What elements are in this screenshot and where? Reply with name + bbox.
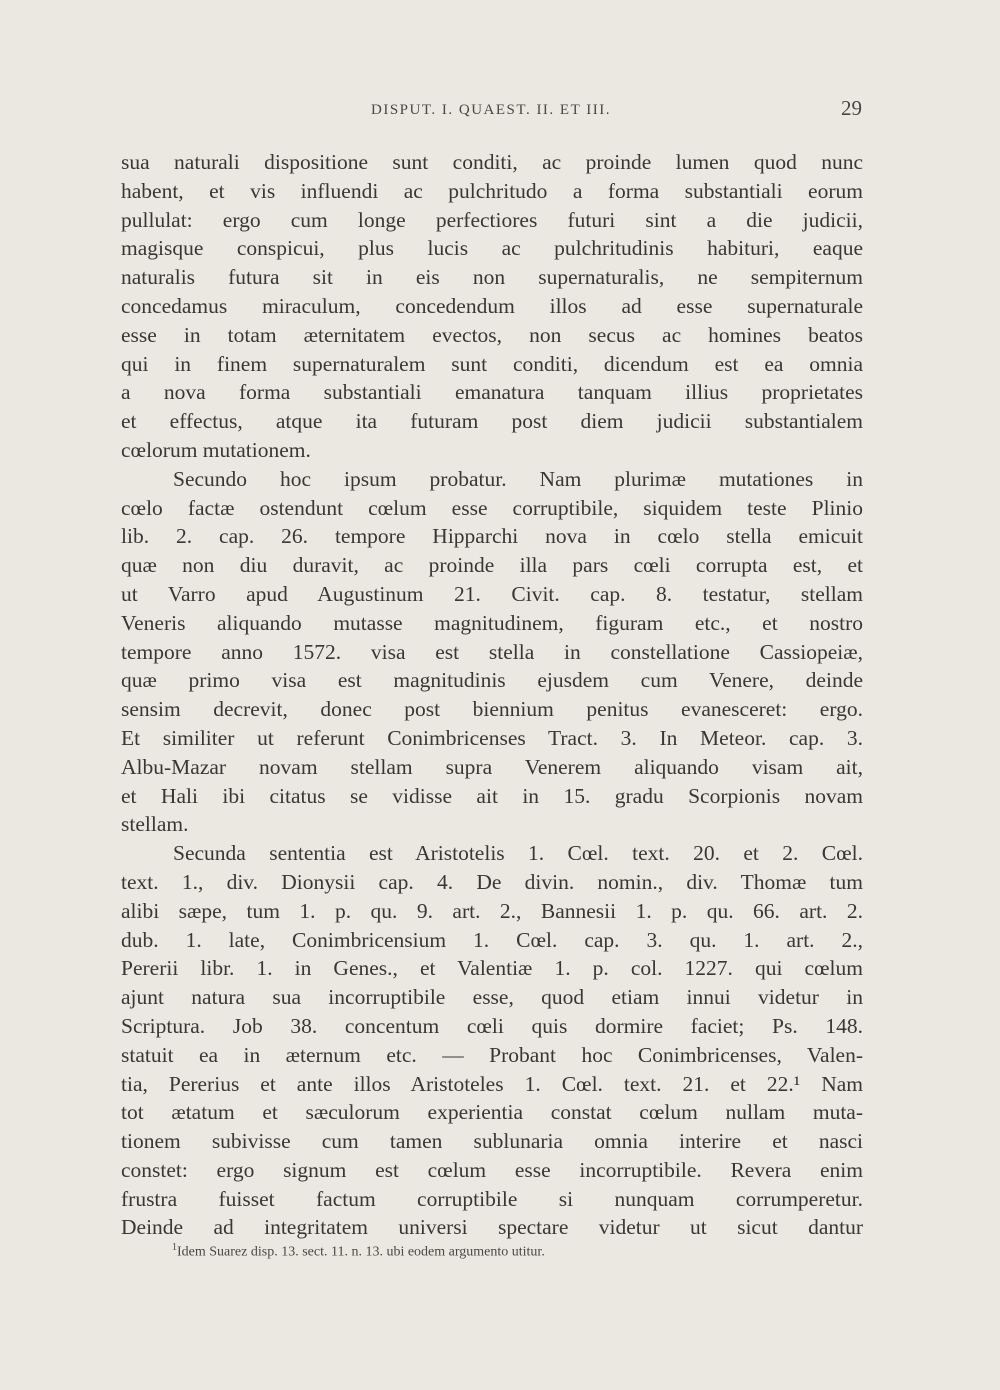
text-line: text. 1., div. Dionysii cap. 4. De divin. nomin., div. Thomæ tum: [121, 869, 863, 894]
text-line: esse in totam æternitatem evectos, non secus ac homines beatos: [121, 322, 863, 347]
text-line: quæ primo visa est magnitudinis ejusdem cum Venere, deinde: [121, 668, 863, 693]
text-line: constet: ergo signum est cœlum esse incorruptibile. Revera enim: [121, 1157, 863, 1182]
footnote: [172, 1242, 862, 1261]
page-header: [120, 96, 862, 126]
text-line: tempore anno 1572. visa est stella in constellatione Cassiopeiæ,: [121, 639, 863, 664]
text-line: lib. 2. cap. 26. tempore Hipparchi nova in cœlo stella emicuit: [121, 524, 863, 549]
text-line: dub. 1. late, Conimbricensium 1. Cœl. cap. 3. qu. 1. art. 2.,: [121, 927, 863, 952]
text-line: ajunt natura sua incorruptibile esse, quod etiam innui videtur in: [121, 985, 863, 1010]
text-line: Secunda sententia est Aristotelis 1. Cœl. text. 20. et 2. Cœl.: [173, 841, 863, 866]
text-line: quæ non diu duravit, ac proinde illa pars cœli corrupta est, et: [121, 553, 863, 578]
text-line: a nova forma substantiali emanatura tanquam illius proprietates: [121, 380, 863, 405]
text-line: pullulat: ergo cum longe perfectiores futuri sint a die judicii,: [121, 207, 863, 232]
text-line: Albu-Mazar novam stellam supra Venerem aliquando visam ait,: [121, 754, 863, 779]
text-line: tionem subivisse cum tamen sublunaria omnia interire et nasci: [121, 1129, 863, 1154]
text-line: statuit ea in æternum etc. — Probant hoc Conimbricenses, Valen-: [121, 1042, 863, 1067]
text-line: habent, et vis influendi ac pulchritudo a forma substantiali eorum: [121, 178, 863, 203]
text-line: tot ætatum et sæculorum experientia constat cœlum nullam muta-: [121, 1100, 863, 1125]
footnote-text: Idem Suarez disp. 13. sect. 11. n. 13. ubi eodem argumento utitur.: [177, 1244, 545, 1260]
text-line: naturalis futura sit in eis non supernaturalis, ne sempiternum: [121, 265, 863, 290]
running-head: DISPUT. I. QUAEST. II. ET III.: [371, 102, 611, 118]
text-line: Secundo hoc ipsum probatur. Nam plurimæ mutationes in: [173, 466, 863, 491]
text-line: frustra fuisset factum corruptibile si nunquam corrumperetur.: [121, 1186, 863, 1211]
text-line: qui in finem supernaturalem sunt conditi, dicendum est ea omnia: [121, 351, 863, 376]
text-line: Et similiter ut referunt Conimbricenses Tract. 3. In Meteor. cap. 3.: [121, 725, 863, 750]
text-line: sensim decrevit, donec post biennium penitus evanesceret: ergo.: [121, 697, 863, 722]
text-line: tia, Pererius et ante illos Aristoteles 1. Cœl. text. 21. et 22.¹ Nam: [121, 1071, 863, 1096]
text-line: sua naturali dispositione sunt conditi, ac proinde lumen quod nunc: [121, 150, 863, 174]
page-number: 29: [841, 96, 862, 120]
text-line: alibi sæpe, tum 1. p. qu. 9. art. 2., Bannesii 1. p. qu. 66. art. 2.: [121, 898, 863, 923]
text-line: Deinde ad integritatem universi spectare videtur ut sicut dantur: [121, 1215, 863, 1240]
text-line: stellam.: [121, 812, 189, 837]
text-line: magisque conspicui, plus lucis ac pulchritudinis habituri, eaque: [121, 236, 863, 261]
footnote-marker: 1: [172, 1242, 177, 1253]
text-line: cœlorum mutationem.: [121, 437, 311, 462]
text-line: et Hali ibi citatus se vidisse ait in 15. gradu Scorpionis novam: [121, 783, 863, 808]
text-line: Scriptura. Job 38. concentum cœli quis dormire faciet; Ps. 148.: [121, 1013, 863, 1038]
text-line: et effectus, atque ita futuram post diem judicii substantialem: [121, 409, 863, 434]
text-line: cœlo factæ ostendunt cœlum esse corruptibile, siquidem teste Plinio: [121, 495, 863, 520]
body-text: [121, 148, 863, 1242]
text-line: ut Varro apud Augustinum 21. Civit. cap. 8. testatur, stellam: [121, 581, 863, 606]
text-line: Veneris aliquando mutasse magnitudinem, figuram etc., et nostro: [121, 610, 863, 635]
text-line: concedamus miraculum, concedendum illos ad esse supernaturale: [121, 293, 863, 318]
text-line: Pererii libr. 1. in Genes., et Valentiæ 1. p. col. 1227. qui cœlum: [121, 956, 863, 981]
